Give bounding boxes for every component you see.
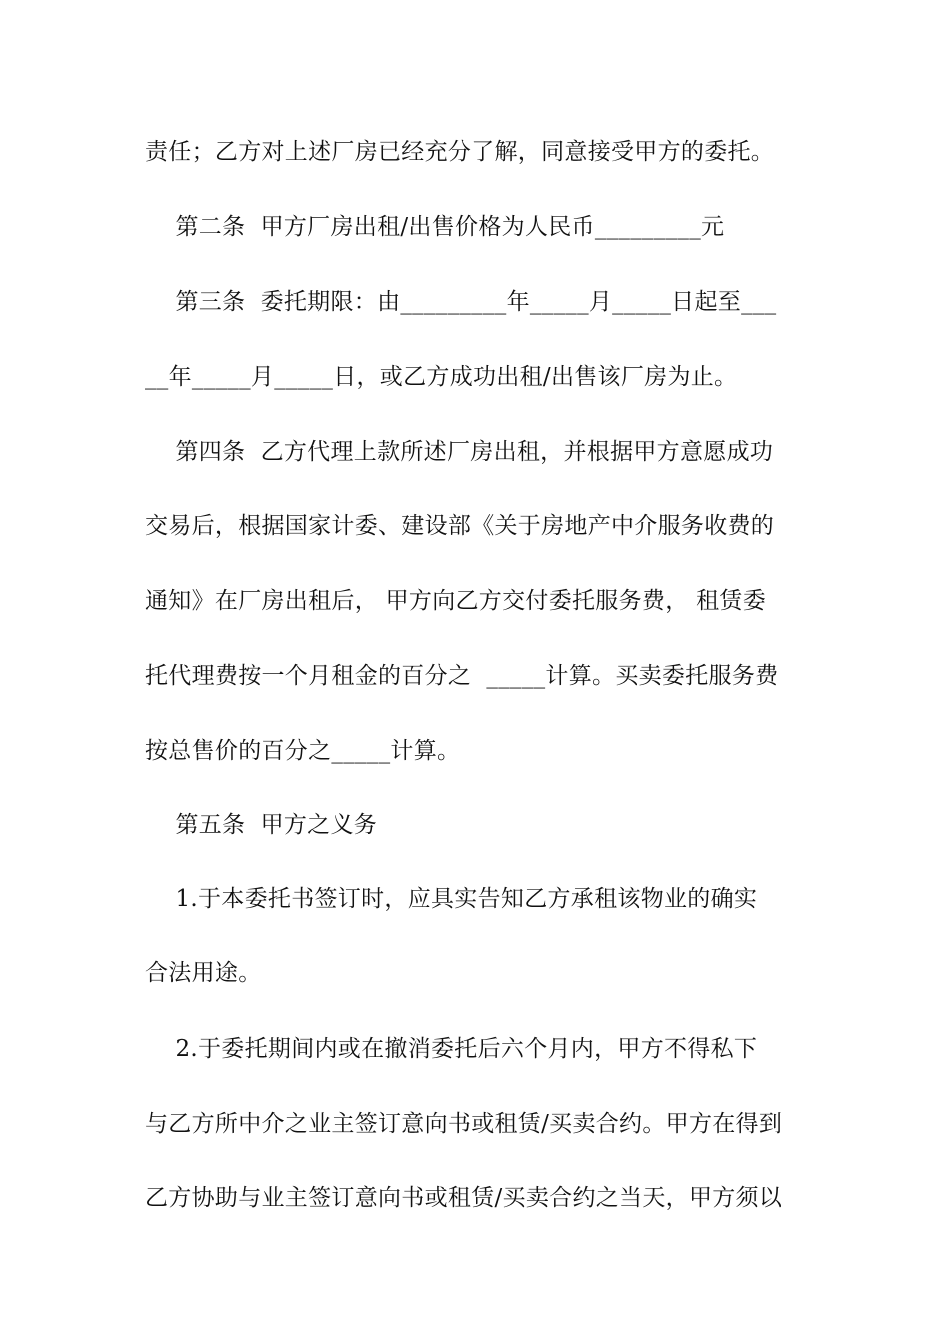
text-line: 责任；乙方对上述厂房已经充分了解，同意接受甲方的委托。 xyxy=(145,139,775,165)
text-line: 交易后，根据国家计委、建设部《关于房地产中介服务收费的 xyxy=(145,513,775,539)
text-line: 第四条 乙方代理上款所述厂房出租，并根据甲方意愿成功 xyxy=(145,439,774,465)
text-line: __年_____月_____日，或乙方成功出租/出售该厂房为止。 xyxy=(145,364,738,390)
text-line: 按总售价的百分之_____计算。 xyxy=(145,738,461,764)
text-line: 1.于本委托书签订时，应具实告知乙方承租该物业的确实 xyxy=(145,886,758,912)
text-line: 第五条 甲方之义务 xyxy=(145,812,378,838)
text-line: 2.于委托期间内或在撤消委托后六个月内，甲方不得私下 xyxy=(145,1036,758,1062)
text-line: 通知》在厂房出租后， 甲方向乙方交付委托服务费， 租赁委 xyxy=(145,588,767,614)
text-line: 乙方协助与业主签订意向书或租赁/买卖合约之当天，甲方须以 xyxy=(145,1185,783,1211)
text-line: 合法用途。 xyxy=(145,960,262,986)
text-line: 第二条 甲方厂房出租/出售价格为人民币_________元 xyxy=(145,214,725,240)
text-line: 第三条 委托期限：由_________年_____月_____日起至___ xyxy=(145,289,777,315)
text-line: 托代理费按一个月租金的百分之 _____计算。买卖委托服务费 xyxy=(145,663,779,689)
text-line: 与乙方所中介之业主签订意向书或租赁/买卖合约。甲方在得到 xyxy=(145,1111,783,1137)
